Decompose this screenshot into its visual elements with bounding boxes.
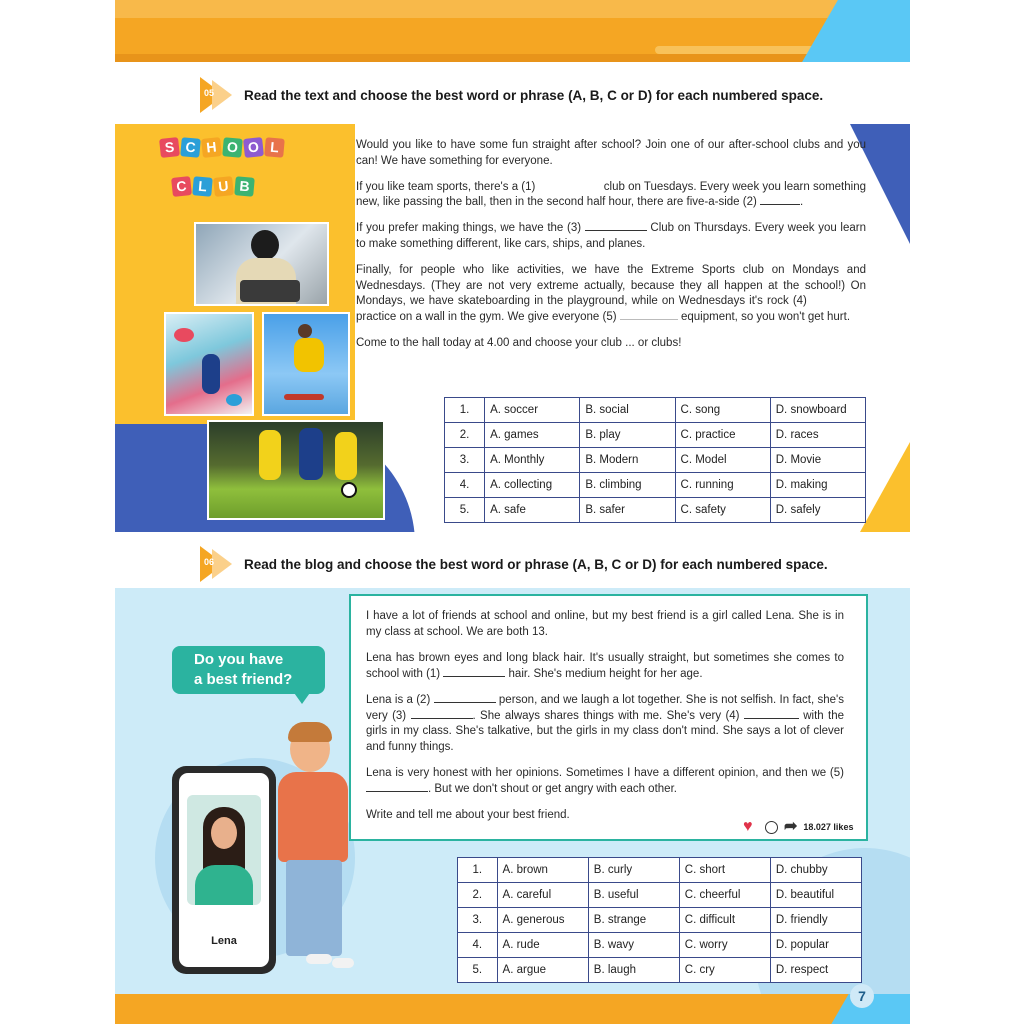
page-number: 7 [850, 984, 874, 1008]
question-number: 5. [458, 958, 498, 983]
gap-4 [811, 303, 866, 304]
option-a[interactable]: A. rude [497, 933, 588, 958]
logo-word-school [160, 138, 290, 157]
boy-shoe [306, 954, 332, 964]
paragraph-text: If you prefer making things, we have the (3) [356, 222, 585, 235]
gap-3 [411, 718, 473, 719]
answer-row [458, 883, 862, 908]
section6-instruction [200, 546, 900, 582]
option-a[interactable]: A. games [485, 423, 580, 448]
option-c[interactable]: C. worry [679, 933, 770, 958]
question-number: 3. [458, 908, 498, 933]
paragraph-text: Finally, for people who like activities, we have the Extreme Sports club on Mondays and Wednesdays. (They are not very extreme actually, because they all happen at the school!) On Mondays, we have skateboarding in the playground, while on Wednesdays it's rock (4) [356, 263, 866, 308]
chevron-icon [212, 549, 232, 579]
yellow-corner [860, 442, 910, 532]
logo-letter: B [234, 176, 255, 197]
answer-row [445, 473, 866, 498]
paragraph-text: with the girls in my class. She's talkative, but the girls in my class don't mind. She says a lot of clever and funny things. [366, 709, 845, 753]
paragraph-text: person, and we laugh a lot together. She is not selfish. In fact, she's very (3) [366, 694, 844, 722]
option-d[interactable]: D. safely [770, 498, 865, 523]
paragraph-text: Club on Thursdays. Every week you learn to make something different, like cars, ships, and planes. [356, 222, 866, 250]
option-d[interactable]: D. making [770, 473, 865, 498]
bubble-line: a best friend? [194, 671, 293, 688]
soccer-photo [207, 420, 385, 520]
option-b[interactable]: B. climbing [580, 473, 675, 498]
option-d[interactable]: D. friendly [770, 908, 861, 933]
option-d[interactable]: D. chubby [770, 858, 861, 883]
photo-boy-head [251, 230, 279, 260]
logo-letter: C [171, 176, 192, 197]
section5-instruction-text: Read the text and choose the best word or phrase (A, B, C or D) for each numbered space. [244, 87, 824, 103]
phone-name-label: Lena [211, 935, 237, 947]
paragraph-text: If you like team sports, there's a (1) [356, 180, 539, 193]
option-c[interactable]: C. Model [675, 448, 770, 473]
option-d[interactable]: D. snowboard [770, 398, 865, 423]
question-number: 5. [445, 498, 485, 523]
gap-5 [620, 319, 678, 320]
chevron-icon [212, 80, 232, 110]
paragraph-text: Lena is a (2) [366, 694, 434, 706]
option-b[interactable]: B. strange [588, 908, 679, 933]
photo-player [335, 432, 357, 480]
logo-letter: O [222, 137, 243, 158]
boy-shoe [332, 958, 354, 968]
option-d[interactable]: D. races [770, 423, 865, 448]
robot-building-photo [194, 222, 329, 306]
paragraph-text: I have a lot of friends at school and online, but my best friend is a girl called Lena. She is in my class at school. We are both 13. [366, 610, 844, 638]
option-a[interactable]: A. collecting [485, 473, 580, 498]
paragraph [356, 138, 866, 170]
logo-word-club [172, 177, 290, 196]
logo-letter: L [264, 137, 285, 158]
answer-row [445, 448, 866, 473]
answer-row [458, 933, 862, 958]
section6-number: 06 [204, 557, 215, 567]
speech-bubble [172, 646, 325, 694]
soccer-ball-icon [341, 482, 357, 498]
option-c[interactable]: C. short [679, 858, 770, 883]
paragraph [366, 693, 844, 755]
question-number: 4. [458, 933, 498, 958]
paragraph-text: club on Tuesdays. Every week you learn something new, like passing the ball, then in the second half hour, there are five-a-side (2) [356, 180, 866, 209]
boy-legs [286, 860, 342, 956]
paragraph [366, 651, 844, 682]
option-d[interactable]: D. respect [770, 958, 861, 983]
option-c[interactable]: C. cry [679, 958, 770, 983]
boy-torso [278, 772, 348, 862]
question-number: 3. [445, 448, 485, 473]
photo-robot-kit [240, 280, 300, 302]
paragraph [356, 221, 866, 253]
question-number: 2. [445, 423, 485, 448]
option-a[interactable]: A. careful [497, 883, 588, 908]
banner-pill [655, 46, 815, 54]
answer-row [458, 858, 862, 883]
phone-screen [179, 773, 269, 967]
phone-illustration [172, 766, 276, 974]
option-a[interactable]: A. soccer [485, 398, 580, 423]
logo-letter: C [180, 137, 201, 158]
section6-passage [366, 609, 844, 835]
logo-letter: L [192, 176, 213, 197]
likes-row [743, 820, 853, 834]
section6-answer-table [457, 857, 862, 983]
question-number: 1. [445, 398, 485, 423]
option-a[interactable]: A. argue [497, 958, 588, 983]
logo-letter: S [159, 137, 180, 158]
option-d[interactable]: D. popular [770, 933, 861, 958]
section6-badge [200, 546, 240, 582]
paragraph-text: equipment, so you won't get hurt. [677, 311, 851, 324]
boy-hair [288, 722, 332, 742]
bottom-banner [115, 994, 910, 1024]
option-b[interactable]: B. useful [588, 883, 679, 908]
section5-passage [356, 138, 866, 362]
photo-skater-body [294, 338, 324, 372]
logo-letter: H [201, 137, 222, 158]
likes-count: 18.027 likes [803, 822, 854, 832]
section5-answer-table [444, 397, 866, 523]
paragraph [356, 336, 866, 352]
paragraph [356, 180, 866, 212]
gap-3 [585, 230, 647, 231]
option-b[interactable]: B. laugh [588, 958, 679, 983]
photo-skateboard [284, 394, 324, 400]
option-c[interactable]: C. difficult [679, 908, 770, 933]
paragraph-text: . But we don't shout or get angry with each other. [428, 782, 677, 795]
school-club-logo [160, 138, 290, 218]
climbing-wall-photo [164, 312, 254, 416]
question-number: 1. [458, 858, 498, 883]
skateboarding-photo [262, 312, 350, 416]
photo-hold [174, 328, 194, 342]
section5-instruction [200, 77, 900, 113]
option-b[interactable]: B. social [580, 398, 675, 423]
option-a[interactable]: A. brown [497, 858, 588, 883]
option-b[interactable]: B. Modern [580, 448, 675, 473]
photo-player [299, 428, 323, 480]
option-a[interactable]: A. generous [497, 908, 588, 933]
gap-1 [539, 189, 601, 190]
answer-row [458, 958, 862, 983]
section5-number: 05 [204, 88, 215, 98]
logo-letter: U [213, 176, 234, 197]
option-b[interactable]: B. safer [580, 498, 675, 523]
paragraph [366, 609, 844, 640]
option-c[interactable]: C. cheerful [679, 883, 770, 908]
share-icon[interactable]: ➦ [784, 818, 798, 835]
photo-hold [226, 394, 242, 406]
answer-row [445, 398, 866, 423]
paragraph-text: Would you like to have some fun straight after school? Join one of our after-school clubs and you can! We have something for everyone. [356, 139, 866, 167]
gap-4 [744, 718, 799, 719]
paragraph-text: . She always shares things with me. She's very (4) [472, 709, 744, 722]
gap-1 [443, 676, 505, 677]
paragraph-text: practice on a wall in the gym. We give everyone (5) [356, 311, 620, 324]
speech-bubble-tail [292, 690, 312, 704]
option-d[interactable]: D. beautiful [770, 883, 861, 908]
question-number: 4. [445, 473, 485, 498]
answer-row [445, 498, 866, 523]
lena-portrait [187, 795, 261, 905]
lena-face [211, 817, 237, 849]
paragraph-text: Come to the hall today at 4.00 and choose your club ... or clubs! [356, 336, 682, 349]
paragraph-text: hair. She's medium height for her age. [505, 667, 703, 680]
gap-2 [760, 204, 800, 205]
section6-instruction-text: Read the blog and choose the best word or phrase (A, B, C or D) for each numbered space. [244, 556, 828, 572]
banner-stripe [115, 0, 910, 18]
lena-body [195, 865, 253, 905]
option-a[interactable]: A. Monthly [485, 448, 580, 473]
bubble-line: Do you have [194, 651, 284, 668]
answer-row [458, 908, 862, 933]
option-a[interactable]: A. safe [485, 498, 580, 523]
top-banner [115, 0, 910, 62]
banner-bottom-line [115, 54, 910, 62]
photo-player [259, 430, 281, 480]
option-b[interactable]: B. play [580, 423, 675, 448]
heart-icon[interactable]: ♥ [743, 818, 753, 835]
paragraph-text: Lena is very honest with her opinions. Sometimes I have a different opinion, and then we (5) [366, 767, 844, 779]
logo-letter: O [243, 137, 264, 158]
option-d[interactable]: D. Movie [770, 448, 865, 473]
section5-badge [200, 77, 240, 113]
answer-row [445, 423, 866, 448]
option-c[interactable]: C. practice [675, 423, 770, 448]
photo-skater-head [298, 324, 312, 338]
option-b[interactable]: B. curly [588, 858, 679, 883]
gap-2 [434, 702, 496, 703]
question-number: 2. [458, 883, 498, 908]
paragraph-text: . [800, 196, 804, 209]
paragraph-text: Write and tell me about your best friend. [366, 809, 570, 821]
paragraph [366, 766, 844, 797]
photo-climber [202, 354, 220, 394]
option-c[interactable]: C. running [675, 473, 770, 498]
comment-icon[interactable] [765, 821, 778, 834]
option-b[interactable]: B. wavy [588, 933, 679, 958]
paragraph-text: Lena has brown eyes and long black hair. It's usually straight, but sometimes she comes to school with (1) [366, 652, 844, 680]
paragraph [356, 263, 866, 326]
option-c[interactable]: C. safety [675, 498, 770, 523]
option-c[interactable]: C. song [675, 398, 770, 423]
gap-5 [366, 791, 428, 792]
